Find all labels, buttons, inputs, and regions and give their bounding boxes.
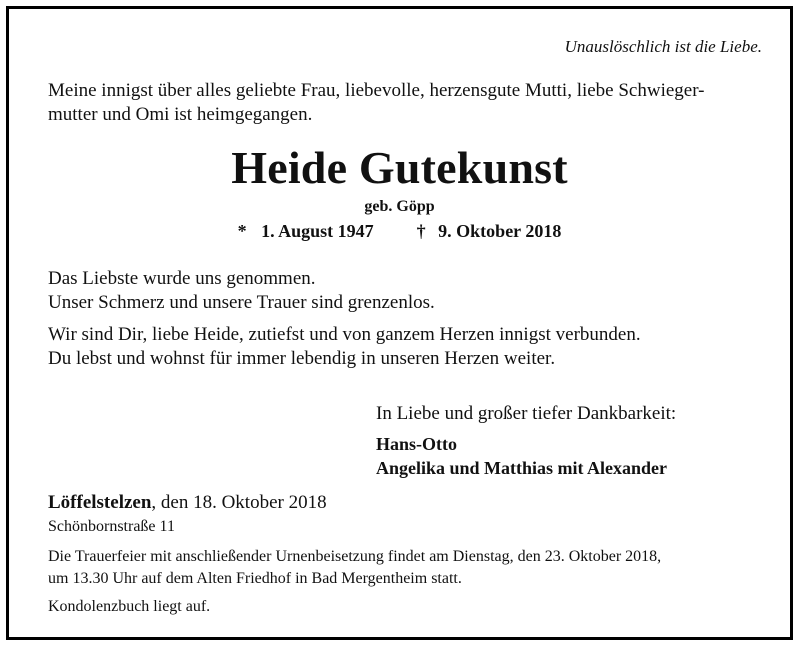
street-address: Schönbornstraße 11 (48, 518, 175, 535)
intro-line-1: Meine innigst über alles geliebte Frau, liebevolle, herzensgute Mutti, liebe Schwieger- (48, 80, 705, 101)
birth-symbol: * (237, 221, 247, 241)
place-and-date (48, 493, 327, 512)
paragraph-loss-line-1: Das Liebste wurde uns genommen. (48, 268, 316, 289)
paragraph-loss-line-2: Unser Schmerz und unsere Trauer sind grenzenlos. (48, 292, 435, 313)
paragraph-loss (48, 267, 435, 315)
death-symbol: † (416, 221, 426, 241)
ceremony-line-2: um 13.30 Uhr auf dem Alten Friedhof in Bad Mergentheim statt. (48, 570, 462, 587)
birth-date: 1. August 1947 (261, 221, 374, 241)
deceased-name: Heide Gutekunst (231, 142, 568, 193)
paragraph-bond (48, 323, 641, 371)
paragraph-bond-line-1: Wir sind Dir, liebe Heide, zutiefst und von ganzem Herzen innigst verbunden. (48, 324, 641, 345)
signature-intro: In Liebe und großer tiefer Dankbarkeit: (376, 403, 677, 424)
death-date: 9. Oktober 2018 (438, 221, 562, 241)
paragraph-bond-line-2: Du lebst und wohnst für immer lebendig in unseren Herzen weiter. (48, 348, 556, 369)
notice-date: , den 18. Oktober 2018 (151, 492, 327, 513)
condolence-note: Kondolenzbuch liegt auf. (48, 598, 211, 615)
maiden-name: geb. Göpp (364, 198, 435, 215)
town-name: Löffelstelzen (48, 492, 152, 513)
obituary-notice (6, 6, 793, 640)
intro-line-2: mutter und Omi ist heimgegangen. (48, 104, 313, 125)
signature-name-1: Hans-Otto (376, 434, 457, 454)
motto: Unauslöschlich ist die Liebe. (564, 37, 762, 56)
signature-name-2: Angelika und Matthias mit Alexander (376, 458, 668, 478)
life-dates (9, 222, 790, 240)
ceremony-info (48, 546, 661, 590)
intro-text (48, 79, 705, 127)
ceremony-line-1: Die Trauerfeier mit anschließender Urnenbeisetzung findet am Dienstag, den 23. Oktober 2018, (48, 548, 662, 565)
